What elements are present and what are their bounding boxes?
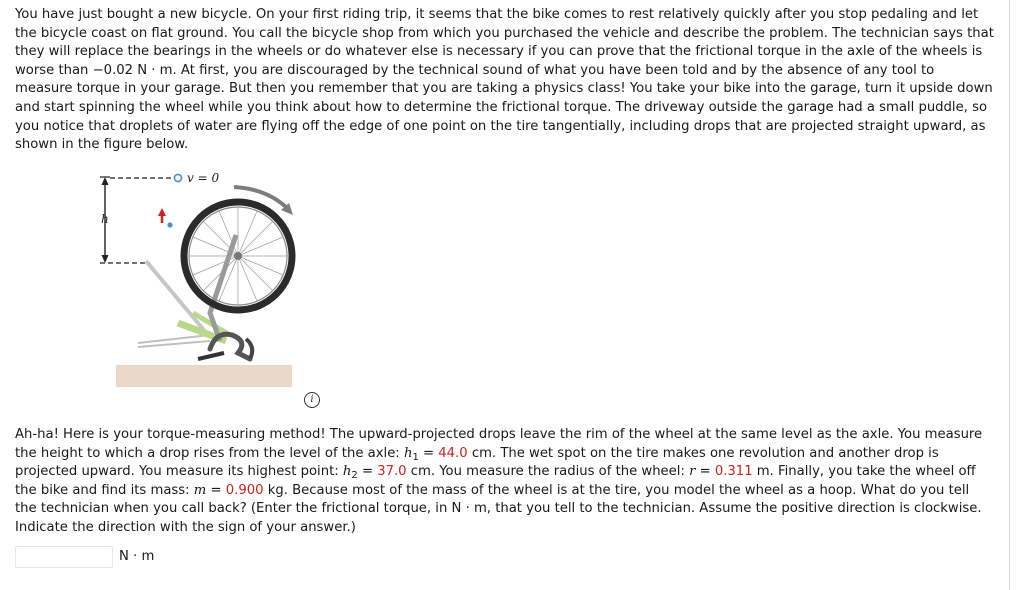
h1-value: 44.0 bbox=[438, 445, 468, 461]
bicycle-wheel-figure bbox=[98, 163, 298, 389]
problem-intro bbox=[15, 6, 995, 155]
v-zero-label: v = 0 bbox=[187, 171, 220, 185]
intro-text-2: . At first, you are discouraged by the technical sound of what you have been told and by the absence of any tool to measure torque in your garage. But then you remember that you are taking a physics class! You take your bike into the garage, turn it upside down and start spinning the wheel while you think about how to determine the frictional torque. The driveway outside the garage had a small puddle, so you notice that droplets of water are flying off the edge of one point on the tire tangentially, including drops that are projected straight upward, as shown in the figure below. bbox=[15, 62, 993, 153]
h2-value: 37.0 bbox=[377, 464, 407, 480]
wheel bbox=[184, 202, 292, 310]
ground bbox=[116, 365, 292, 387]
answer-unit-label: N · m bbox=[119, 549, 155, 564]
info-icon[interactable]: i bbox=[304, 392, 320, 408]
right-border bbox=[1009, 0, 1010, 590]
mass-value: 0.900 bbox=[225, 482, 264, 498]
intro-text-1: You have just bought a new bicycle. On your first riding trip, it seems that the bike comes to rest relatively quickly after you stop pedaling and let the bicycle coast on flat ground. You call the bicycle shop from which you purchased the vehicle and describe the problem. The technician says that they will replace the bearings in the wheels or do whatever else is necessary if you can prove that the frictional torque in the axle of the wheels is worse than bbox=[15, 7, 994, 78]
drop-top-icon bbox=[174, 174, 181, 181]
radius-value: 0.311 bbox=[714, 464, 753, 480]
h-label: h bbox=[101, 212, 109, 226]
question-text: Ah-ha! Here is your torque-measuring method! The upward-projected drops leave the rim of the wheel at the same level as the axle. You measure the height to which a drop rises from the level of the axle: $h_1 = 44.0$ cm. The wet spot on the tire makes one revolution and another drop is projected upward. You measure its highest point: $h_2 = 37.0$ cm. You measure the radius of the wheel: r = 0.311 m. Finally, you take the wheel off the bike and find its mass: m = 0.900 kg. Because most of the mass of the wheel is at the tire, you model the wheel as a hoop. What do you tell the technician when you call back? (Enter the frictional torque, in N · m, that you tell to the technician. Assume the positive direction is clockwise. Indicate the direction with the sign of your answer.) bbox=[15, 427, 983, 535]
torque-limit: −0.02 N · m bbox=[92, 62, 173, 78]
torque-answer-input[interactable] bbox=[15, 546, 113, 568]
drop-launch-icon bbox=[158, 208, 173, 228]
